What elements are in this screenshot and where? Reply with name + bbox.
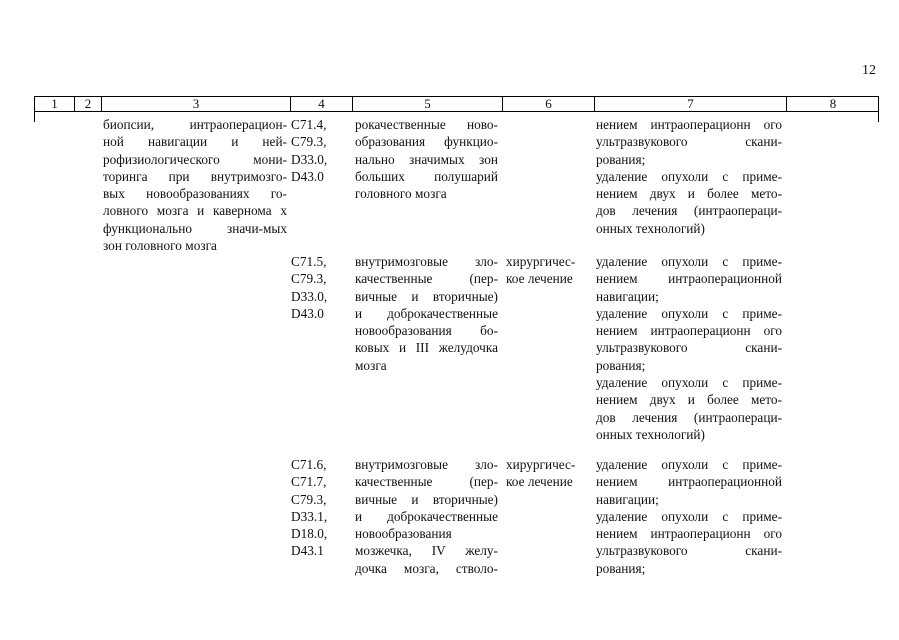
icd-code: D33.0,: [291, 288, 328, 304]
icd-code: D18.0,: [291, 526, 328, 542]
text-line: новообразования бо-: [355, 323, 498, 339]
text-line: внутримозговые зло-: [355, 457, 498, 472]
text-line: ковых и III желудочка: [355, 340, 498, 356]
text-line: и доброкачественные: [355, 305, 498, 321]
text-line: онных технологий): [596, 426, 705, 442]
text-line: ультразвукового скани-: [596, 543, 782, 559]
treatment-type: [506, 456, 592, 491]
icd-code: D33.0,: [291, 151, 328, 167]
icd-code: C79.3,: [291, 491, 327, 507]
text-line: нением интраоперационн ого: [596, 323, 782, 339]
icd-code: D43.0: [291, 168, 324, 184]
text-line: удаление опухоли с приме-: [596, 457, 782, 472]
page-number: 12: [862, 63, 876, 78]
header-col-8: 8: [786, 97, 879, 111]
text-line: вичные и вторичные): [355, 491, 498, 507]
text-line: рования;: [596, 560, 646, 576]
text-line: кое лечение: [506, 271, 573, 287]
text-line: дов лечения (интраопераци-: [596, 203, 782, 219]
icd-code: C71.5,: [291, 254, 327, 269]
text-line: навигации;: [596, 288, 659, 304]
text-line: вых новообразованиях го-: [103, 186, 287, 202]
text-line: мозга: [355, 357, 387, 373]
icd-code: C79.3,: [291, 134, 327, 150]
text-line: нением интраоперационной: [596, 271, 782, 287]
text-line: кое лечение: [506, 474, 573, 490]
treatment-methods: [596, 116, 782, 237]
text-line: вичные и вторичные): [355, 288, 498, 304]
text-line: больших полушарий: [355, 168, 498, 184]
icd-code: D33.1,: [291, 508, 328, 524]
text-line: зон головного мозга: [103, 238, 217, 254]
method-description: [103, 116, 287, 254]
text-line: удаление опухоли с приме-: [596, 305, 782, 321]
text-line: нением интраоперационн ого: [596, 526, 782, 542]
icd-code: C71.4,: [291, 117, 327, 132]
text-line: рования;: [596, 357, 646, 373]
treatment-type: [506, 253, 592, 288]
text-line: ультразвукового скани-: [596, 340, 782, 356]
text-line: дочка мозга, стволо-: [355, 560, 498, 576]
column-divider: [34, 112, 35, 122]
text-line: навигации;: [596, 491, 659, 507]
text-line: ной навигации и ней-: [103, 134, 287, 150]
header-col-7: 7: [594, 97, 786, 111]
text-line: качественные (пер-: [355, 271, 498, 287]
text-line: торинга при внутримозго-: [103, 168, 287, 184]
text-line: удаление опухоли с приме-: [596, 508, 782, 524]
text-line: рования;: [596, 151, 646, 167]
column-divider: [878, 112, 879, 122]
text-line: хирургичес-: [506, 254, 576, 269]
diagnosis-text: [355, 253, 498, 374]
text-line: внутримозговые зло-: [355, 254, 498, 269]
text-line: качественные (пер-: [355, 474, 498, 490]
treatment-methods: [596, 456, 782, 577]
text-line: рокачественные ново-: [355, 117, 498, 132]
header-col-2: 2: [74, 97, 101, 111]
text-line: образования функцио-: [355, 134, 498, 150]
diagnosis-text: [355, 116, 498, 202]
text-line: функционально значи-мых: [103, 220, 287, 236]
treatment-methods: [596, 253, 782, 443]
text-line: новообразования: [355, 526, 452, 542]
header-col-4: 4: [290, 97, 352, 111]
text-line: ловного мозга и кавернома х: [103, 203, 287, 219]
icd-codes: [291, 456, 351, 560]
text-line: онных технологий): [596, 220, 705, 236]
text-line: удаление опухоли с приме-: [596, 254, 782, 269]
icd-codes: [291, 116, 351, 185]
header-col-1: 1: [51, 96, 58, 111]
text-line: мозжечка, IV желу-: [355, 543, 498, 559]
text-line: нением двух и более мето-: [596, 392, 782, 408]
diagnosis-text: [355, 456, 498, 577]
text-line: удаление опухоли с приме-: [596, 168, 782, 184]
text-line: дов лечения (интраопераци-: [596, 409, 782, 425]
header-col-6: 6: [502, 97, 594, 111]
text-line: нением интраоперационн ого: [596, 117, 782, 132]
icd-codes: [291, 253, 351, 322]
text-line: ультразвукового скани-: [596, 134, 782, 150]
text-line: рофизиологического мони-: [103, 151, 287, 167]
icd-code: C71.6,: [291, 457, 327, 472]
text-line: нением интраоперационной: [596, 474, 782, 490]
header-col-5: 5: [352, 97, 502, 111]
icd-code: D43.1: [291, 543, 324, 559]
text-line: нением двух и более мето-: [596, 186, 782, 202]
icd-code: D43.0: [291, 305, 324, 321]
icd-code: C71.7,: [291, 474, 327, 490]
text-line: хирургичес-: [506, 457, 576, 472]
text-line: и доброкачественные: [355, 508, 498, 524]
header-col-3: 3: [101, 97, 290, 111]
table-header-row: [34, 96, 879, 112]
icd-code: C79.3,: [291, 271, 327, 287]
text-line: биопсии, интраоперацион-: [103, 117, 287, 132]
text-line: головного мозга: [355, 186, 447, 202]
text-line: нально значимых зон: [355, 151, 498, 167]
text-line: удаление опухоли с приме-: [596, 375, 782, 391]
